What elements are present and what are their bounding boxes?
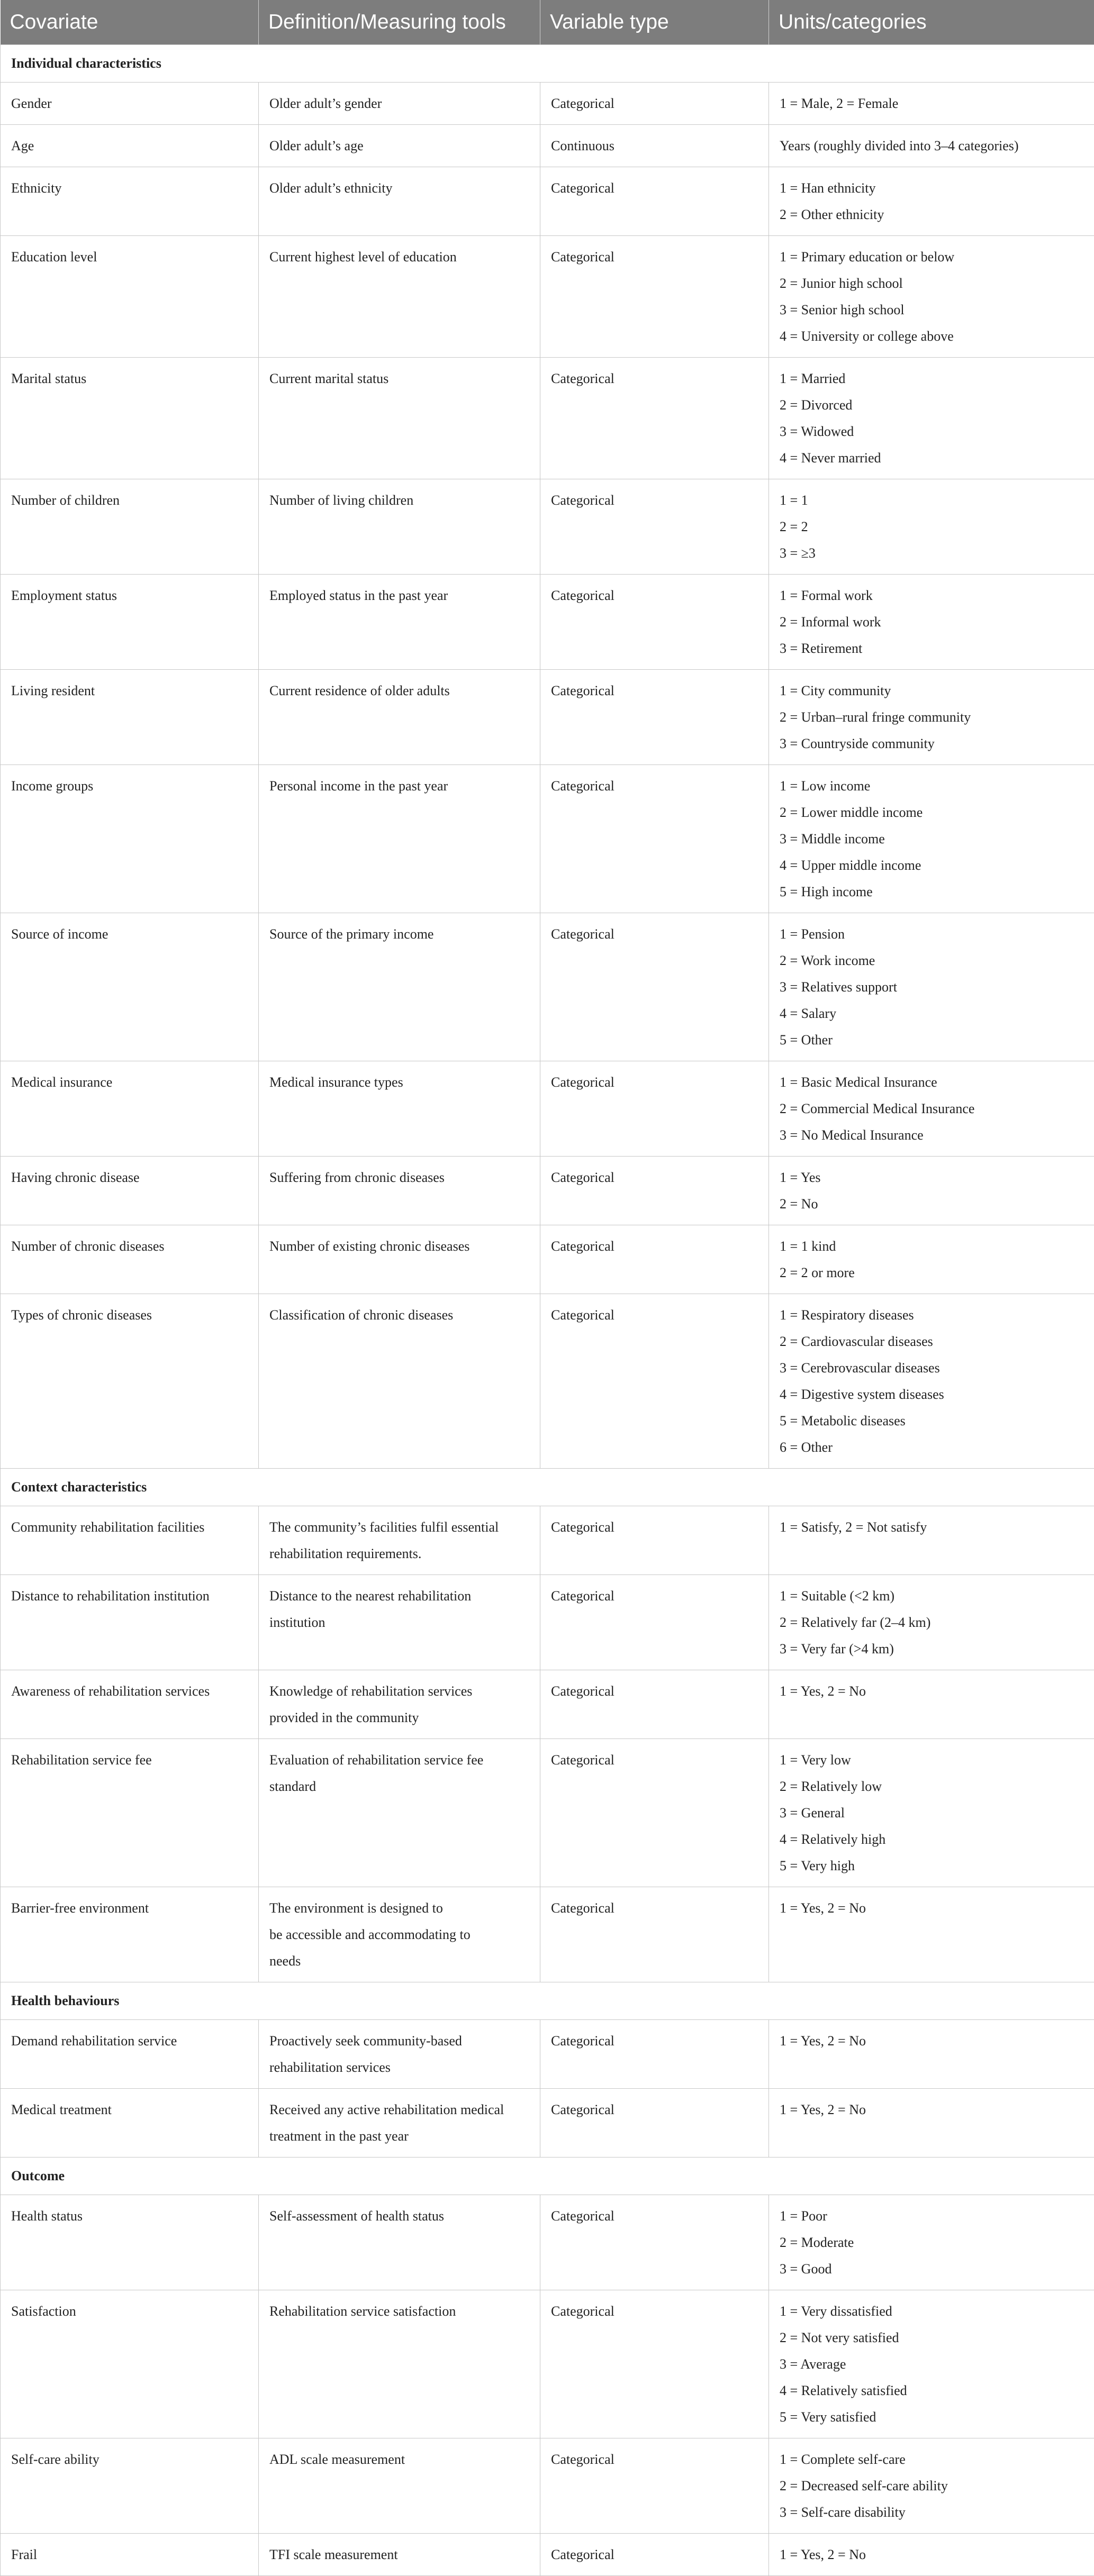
- cell-variable-type: Categorical: [540, 167, 769, 236]
- unit-category-line: 2 = 2 or more: [780, 1260, 1086, 1286]
- unit-category-line: 3 = ≥3: [780, 540, 1086, 567]
- cell-covariate: Distance to rehabilitation institution: [1, 1575, 259, 1670]
- cell-units: [769, 1670, 1094, 1739]
- cell-variable-type: Categorical: [540, 479, 769, 575]
- definition-line: Self-assessment of health status: [269, 2203, 531, 2229]
- definition-line: Older adult’s age: [269, 133, 531, 159]
- unit-category-line: 1 = 1: [780, 487, 1086, 514]
- definition-line: Current highest level of education: [269, 244, 531, 270]
- unit-category-line: 2 = Relatively far (2–4 km): [780, 1609, 1086, 1636]
- table-row: [1, 236, 1094, 358]
- cell-units: [769, 1294, 1094, 1469]
- unit-category-line: 2 = 2: [780, 514, 1086, 540]
- table-row: [1, 913, 1094, 1061]
- unit-category-line: 1 = Basic Medical Insurance: [780, 1069, 1086, 1096]
- cell-covariate: Having chronic disease: [1, 1157, 259, 1225]
- definition-line: rehabilitation services: [269, 2054, 531, 2081]
- cell-variable-type: Categorical: [540, 358, 769, 479]
- definition-line: institution: [269, 1609, 531, 1636]
- table-body: [1, 45, 1094, 2576]
- definition-line: Proactively seek community-based: [269, 2028, 531, 2054]
- unit-category-line: 3 = Relatives support: [780, 974, 1086, 1000]
- unit-category-line: 1 = Male, 2 = Female: [780, 90, 1086, 117]
- definition-line: Older adult’s gender: [269, 90, 531, 117]
- cell-units: [769, 1887, 1094, 1982]
- cell-definition: [259, 1225, 540, 1294]
- definition-line: Classification of chronic diseases: [269, 1302, 531, 1328]
- cell-units: [769, 1157, 1094, 1225]
- unit-category-line: 1 = Yes, 2 = No: [780, 1678, 1086, 1705]
- unit-category-line: 1 = Yes: [780, 1164, 1086, 1191]
- cell-units: [769, 2438, 1094, 2534]
- unit-category-line: 3 = Countryside community: [780, 731, 1086, 757]
- cell-definition: [259, 2020, 540, 2089]
- unit-category-line: 3 = Cerebrovascular diseases: [780, 1355, 1086, 1381]
- cell-units: [769, 1575, 1094, 1670]
- unit-category-line: 6 = Other: [780, 1434, 1086, 1461]
- cell-definition: [259, 1739, 540, 1887]
- cell-units: [769, 236, 1094, 358]
- unit-category-line: 4 = Digestive system diseases: [780, 1381, 1086, 1408]
- cell-definition: [259, 1887, 540, 1982]
- cell-covariate: Number of chronic diseases: [1, 1225, 259, 1294]
- cell-units: [769, 1739, 1094, 1887]
- cell-definition: [259, 1157, 540, 1225]
- cell-variable-type: Categorical: [540, 670, 769, 765]
- unit-category-line: 5 = Other: [780, 1027, 1086, 1053]
- cell-covariate: Demand rehabilitation service: [1, 2020, 259, 2089]
- definition-line: Current marital status: [269, 366, 531, 392]
- table-row: [1, 1887, 1094, 1982]
- definition-line: Personal income in the past year: [269, 773, 531, 799]
- cell-units: [769, 913, 1094, 1061]
- definition-line: Received any active rehabilitation medical: [269, 2097, 531, 2123]
- section-title: Outcome: [1, 2158, 1094, 2195]
- unit-category-line: 2 = Moderate: [780, 2229, 1086, 2256]
- definition-line: Distance to the nearest rehabilitation: [269, 1583, 531, 1609]
- cell-variable-type: Categorical: [540, 2438, 769, 2534]
- table-row: [1, 2290, 1094, 2438]
- header-covariate: Covariate: [1, 0, 259, 45]
- unit-category-line: 1 = Formal work: [780, 582, 1086, 609]
- cell-definition: [259, 2534, 540, 2576]
- section-row: [1, 1469, 1094, 1506]
- definition-line: Older adult’s ethnicity: [269, 175, 531, 202]
- cell-units: [769, 83, 1094, 125]
- unit-category-line: 2 = Work income: [780, 948, 1086, 974]
- unit-category-line: 3 = General: [780, 1800, 1086, 1826]
- unit-category-line: 2 = Divorced: [780, 392, 1086, 418]
- header-row: [1, 0, 1094, 45]
- definition-line: Rehabilitation service satisfaction: [269, 2298, 531, 2325]
- cell-definition: [259, 913, 540, 1061]
- cell-covariate: Source of income: [1, 913, 259, 1061]
- cell-definition: [259, 236, 540, 358]
- cell-definition: [259, 125, 540, 167]
- unit-category-line: 1 = Very dissatisfied: [780, 2298, 1086, 2325]
- unit-category-line: 1 = Poor: [780, 2203, 1086, 2229]
- unit-category-line: 1 = Respiratory diseases: [780, 1302, 1086, 1328]
- unit-category-line: 1 = Married: [780, 366, 1086, 392]
- unit-category-line: 2 = Other ethnicity: [780, 202, 1086, 228]
- cell-covariate: Age: [1, 125, 259, 167]
- cell-definition: [259, 2290, 540, 2438]
- unit-category-line: 1 = Han ethnicity: [780, 175, 1086, 202]
- cell-covariate: Ethnicity: [1, 167, 259, 236]
- cell-covariate: Living resident: [1, 670, 259, 765]
- unit-category-line: Years (roughly divided into 3–4 categories): [780, 133, 1086, 159]
- unit-category-line: 5 = Very satisfied: [780, 2404, 1086, 2431]
- cell-covariate: Number of children: [1, 479, 259, 575]
- unit-category-line: 3 = Widowed: [780, 418, 1086, 445]
- unit-category-line: 2 = Relatively low: [780, 1773, 1086, 1800]
- header-variable-type: Variable type: [540, 0, 769, 45]
- table-row: [1, 1061, 1094, 1157]
- definition-line: be accessible and accommodating to: [269, 1922, 531, 1948]
- cell-definition: [259, 83, 540, 125]
- table-row: [1, 1575, 1094, 1670]
- cell-variable-type: Categorical: [540, 1575, 769, 1670]
- cell-units: [769, 1225, 1094, 1294]
- unit-category-line: 2 = Urban–rural fringe community: [780, 704, 1086, 731]
- table-row: [1, 1506, 1094, 1575]
- cell-units: [769, 670, 1094, 765]
- cell-covariate: Medical treatment: [1, 2089, 259, 2158]
- definition-line: Employed status in the past year: [269, 582, 531, 609]
- table-row: [1, 575, 1094, 670]
- cell-variable-type: Categorical: [540, 1887, 769, 1982]
- header-units: Units/categories: [769, 0, 1094, 45]
- definition-line: The environment is designed to: [269, 1895, 531, 1922]
- cell-units: [769, 2195, 1094, 2290]
- unit-category-line: 4 = Relatively high: [780, 1826, 1086, 1853]
- definition-line: Medical insurance types: [269, 1069, 531, 1096]
- unit-category-line: 1 = City community: [780, 678, 1086, 704]
- cell-variable-type: Categorical: [540, 236, 769, 358]
- unit-category-line: 1 = Primary education or below: [780, 244, 1086, 270]
- cell-variable-type: Categorical: [540, 2020, 769, 2089]
- definition-line: Knowledge of rehabilitation services: [269, 1678, 531, 1705]
- cell-variable-type: Continuous: [540, 125, 769, 167]
- unit-category-line: 4 = Relatively satisfied: [780, 2378, 1086, 2404]
- unit-category-line: 4 = Salary: [780, 1000, 1086, 1027]
- cell-covariate: Community rehabilitation facilities: [1, 1506, 259, 1575]
- definition-line: TFI scale measurement: [269, 2542, 531, 2568]
- definition-line: Number of living children: [269, 487, 531, 514]
- unit-category-line: 3 = Senior high school: [780, 297, 1086, 323]
- cell-definition: [259, 765, 540, 913]
- unit-category-line: 2 = Cardiovascular diseases: [780, 1328, 1086, 1355]
- unit-category-line: 4 = Upper middle income: [780, 852, 1086, 879]
- definition-line: Evaluation of rehabilitation service fee: [269, 1747, 531, 1773]
- cell-definition: [259, 479, 540, 575]
- cell-variable-type: Categorical: [540, 1157, 769, 1225]
- cell-covariate: Rehabilitation service fee: [1, 1739, 259, 1887]
- table-row: [1, 670, 1094, 765]
- cell-units: [769, 575, 1094, 670]
- table-row: [1, 1225, 1094, 1294]
- unit-category-line: 1 = Suitable (<2 km): [780, 1583, 1086, 1609]
- unit-category-line: 1 = Pension: [780, 921, 1086, 948]
- definition-line: standard: [269, 1773, 531, 1800]
- unit-category-line: 2 = Lower middle income: [780, 799, 1086, 826]
- cell-units: [769, 479, 1094, 575]
- definition-line: Number of existing chronic diseases: [269, 1233, 531, 1260]
- definition-line: Current residence of older adults: [269, 678, 531, 704]
- cell-covariate: Marital status: [1, 358, 259, 479]
- cell-definition: [259, 1670, 540, 1739]
- unit-category-line: 3 = Good: [780, 2256, 1086, 2282]
- unit-category-line: 3 = Self-care disability: [780, 2499, 1086, 2526]
- table-row: [1, 358, 1094, 479]
- cell-covariate: Types of chronic diseases: [1, 1294, 259, 1469]
- cell-definition: [259, 575, 540, 670]
- unit-category-line: 1 = Yes, 2 = No: [780, 2097, 1086, 2123]
- cell-definition: [259, 1506, 540, 1575]
- table-row: [1, 1294, 1094, 1469]
- unit-category-line: 1 = 1 kind: [780, 1233, 1086, 1260]
- cell-variable-type: Categorical: [540, 1506, 769, 1575]
- section-title: Context characteristics: [1, 1469, 1094, 1506]
- cell-covariate: Gender: [1, 83, 259, 125]
- unit-category-line: 2 = Informal work: [780, 609, 1086, 635]
- cell-variable-type: Categorical: [540, 1294, 769, 1469]
- cell-variable-type: Categorical: [540, 2534, 769, 2576]
- definition-line: needs: [269, 1948, 531, 1974]
- cell-variable-type: Categorical: [540, 765, 769, 913]
- section-title: Health behaviours: [1, 1982, 1094, 2020]
- cell-variable-type: Categorical: [540, 2290, 769, 2438]
- unit-category-line: 3 = Retirement: [780, 635, 1086, 662]
- unit-category-line: 5 = Very high: [780, 1853, 1086, 1879]
- unit-category-line: 3 = Middle income: [780, 826, 1086, 852]
- cell-units: [769, 125, 1094, 167]
- unit-category-line: 5 = High income: [780, 879, 1086, 905]
- cell-definition: [259, 1061, 540, 1157]
- definition-line: rehabilitation requirements.: [269, 1541, 531, 1567]
- unit-category-line: 2 = No: [780, 1191, 1086, 1217]
- unit-category-line: 2 = Commercial Medical Insurance: [780, 1096, 1086, 1122]
- cell-definition: [259, 1575, 540, 1670]
- cell-definition: [259, 2438, 540, 2534]
- unit-category-line: 3 = Average: [780, 2351, 1086, 2378]
- cell-definition: [259, 358, 540, 479]
- cell-covariate: Employment status: [1, 575, 259, 670]
- cell-variable-type: Categorical: [540, 2195, 769, 2290]
- unit-category-line: 2 = Not very satisfied: [780, 2325, 1086, 2351]
- cell-covariate: Education level: [1, 236, 259, 358]
- cell-definition: [259, 2089, 540, 2158]
- unit-category-line: 1 = Low income: [780, 773, 1086, 799]
- unit-category-line: 1 = Yes, 2 = No: [780, 2542, 1086, 2568]
- header-definition: Definition/Measuring tools: [259, 0, 540, 45]
- table-row: [1, 1670, 1094, 1739]
- table-row: [1, 2438, 1094, 2534]
- definition-line: The community’s facilities fulfil essential: [269, 1514, 531, 1541]
- table-row: [1, 765, 1094, 913]
- table-row: [1, 1739, 1094, 1887]
- table-row: [1, 125, 1094, 167]
- cell-covariate: Barrier-free environment: [1, 1887, 259, 1982]
- cell-units: [769, 2534, 1094, 2576]
- unit-category-line: 1 = Yes, 2 = No: [780, 1895, 1086, 1922]
- unit-category-line: 1 = Satisfy, 2 = Not satisfy: [780, 1514, 1086, 1541]
- unit-category-line: 4 = Never married: [780, 445, 1086, 471]
- unit-category-line: 4 = University or college above: [780, 323, 1086, 350]
- cell-definition: [259, 167, 540, 236]
- section-row: [1, 2158, 1094, 2195]
- section-row: [1, 1982, 1094, 2020]
- cell-variable-type: Categorical: [540, 2089, 769, 2158]
- table-row: [1, 2089, 1094, 2158]
- table-row: [1, 1157, 1094, 1225]
- unit-category-line: 1 = Complete self-care: [780, 2446, 1086, 2473]
- cell-variable-type: Categorical: [540, 1225, 769, 1294]
- section-row: [1, 45, 1094, 83]
- unit-category-line: 1 = Very low: [780, 1747, 1086, 1773]
- cell-covariate: Health status: [1, 2195, 259, 2290]
- table-row: [1, 479, 1094, 575]
- cell-variable-type: Categorical: [540, 913, 769, 1061]
- cell-definition: [259, 2195, 540, 2290]
- table-row: [1, 2020, 1094, 2089]
- unit-category-line: 3 = No Medical Insurance: [780, 1122, 1086, 1149]
- table-row: [1, 83, 1094, 125]
- cell-covariate: Awareness of rehabilitation services: [1, 1670, 259, 1739]
- cell-units: [769, 167, 1094, 236]
- cell-covariate: Frail: [1, 2534, 259, 2576]
- cell-covariate: Satisfaction: [1, 2290, 259, 2438]
- table-row: [1, 167, 1094, 236]
- cell-units: [769, 1506, 1094, 1575]
- cell-variable-type: Categorical: [540, 575, 769, 670]
- unit-category-line: 3 = Very far (>4 km): [780, 1636, 1086, 1662]
- definition-line: ADL scale measurement: [269, 2446, 531, 2473]
- unit-category-line: 2 = Junior high school: [780, 270, 1086, 297]
- cell-units: [769, 358, 1094, 479]
- cell-covariate: Medical insurance: [1, 1061, 259, 1157]
- unit-category-line: 1 = Yes, 2 = No: [780, 2028, 1086, 2054]
- definition-line: treatment in the past year: [269, 2123, 531, 2150]
- definition-line: Suffering from chronic diseases: [269, 1164, 531, 1191]
- table-row: [1, 2195, 1094, 2290]
- cell-units: [769, 2290, 1094, 2438]
- cell-covariate: Self-care ability: [1, 2438, 259, 2534]
- definition-line: provided in the community: [269, 1705, 531, 1731]
- cell-definition: [259, 670, 540, 765]
- cell-variable-type: Categorical: [540, 1061, 769, 1157]
- unit-category-line: 5 = Metabolic diseases: [780, 1408, 1086, 1434]
- cell-definition: [259, 1294, 540, 1469]
- cell-covariate: Income groups: [1, 765, 259, 913]
- table-row: [1, 2534, 1094, 2576]
- cell-variable-type: Categorical: [540, 1670, 769, 1739]
- unit-category-line: 2 = Decreased self-care ability: [780, 2473, 1086, 2499]
- cell-units: [769, 765, 1094, 913]
- cell-units: [769, 2020, 1094, 2089]
- section-title: Individual characteristics: [1, 45, 1094, 83]
- cell-units: [769, 1061, 1094, 1157]
- cell-units: [769, 2089, 1094, 2158]
- definition-line: Source of the primary income: [269, 921, 531, 948]
- cell-variable-type: Categorical: [540, 1739, 769, 1887]
- cell-variable-type: Categorical: [540, 83, 769, 125]
- table-header: [1, 0, 1094, 45]
